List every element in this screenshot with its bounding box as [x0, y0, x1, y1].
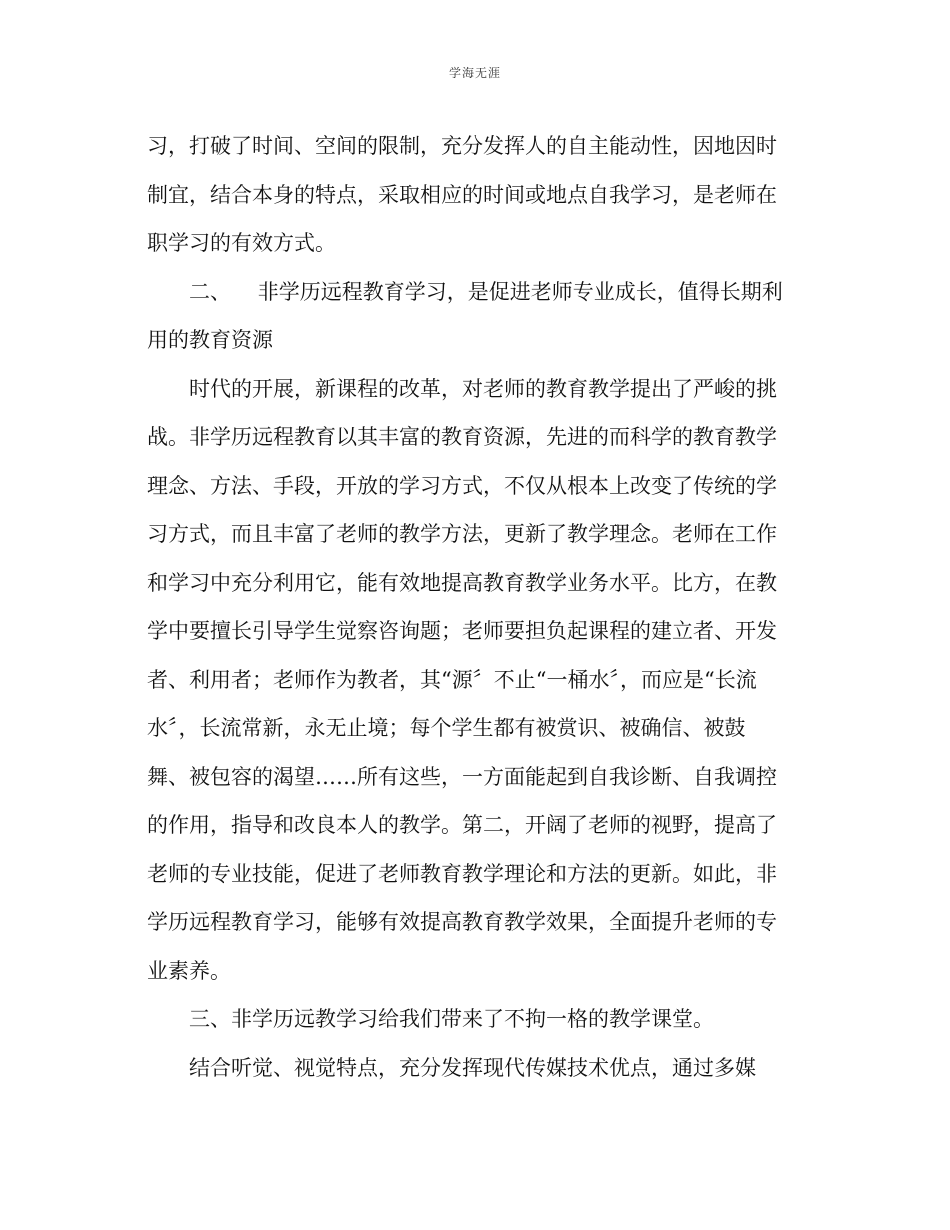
text-line: 舞、被包容的渴望……所有这些，一方面能起到自我诊断、自我调控	[147, 764, 777, 789]
text-line: 者、利用者；老师作为教者，其“源〞不止“一桶水〞，而应是“长流	[147, 667, 757, 692]
text-line: 学中要擅长引导学生觉察咨询题；老师要担负起课程的建立者、开发	[147, 619, 777, 643]
text-line: 习方式，而且丰富了老师的教学方法，更新了教学理念。老师在工作	[147, 522, 777, 546]
text-line: 学历远程教育学习，能够有效提高教育教学效果，全面提升老师的专	[147, 910, 777, 934]
text-line: 的作用，指导和改良本人的教学。第二，开阔了老师的视野，提高了	[147, 813, 777, 837]
text-line: 业素养。	[147, 958, 231, 983]
page-header: 学海无涯	[448, 66, 501, 80]
section-heading-2: 二、 非学历远程教育学习，是促进老师专业成长，值得长期利	[189, 279, 783, 304]
text-line: 职学习的有效方式。	[147, 231, 336, 255]
paragraph-start: 结合听觉、视觉特点，充分发挥现代传媒技术优点，通过多媒	[189, 1055, 756, 1080]
text-line: 制宜，结合本身的特点，采取相应的时间或地点自我学习，是老师在	[147, 182, 777, 207]
text-line: 和学习中充分利用它，能有效地提高教育教学业务水平。比方，在教	[147, 570, 777, 595]
section-heading-3: 三、非学历远教学习给我们带来了不拘一格的教学课堂。	[189, 1007, 714, 1031]
text-line: 用的教育资源	[147, 328, 273, 352]
paragraph-start: 时代的开展，新课程的改革，对老师的教育教学提出了严峻的挑	[189, 376, 777, 401]
text-line: 水〞，长流常新，永无止境；每个学生都有被赏识、被确信、被鼓	[147, 716, 746, 740]
text-line: 习，打破了时间、空间的限制，充分发挥人的自主能动性，因地因时	[147, 134, 777, 158]
text-line: 战。非学历远程教育以其丰富的教育资源，先进的而科学的教育教学	[147, 425, 777, 449]
document-body	[147, 122, 805, 1092]
text-line: 理念、方法、手段，开放的学习方式，不仅从根本上改变了传统的学	[147, 473, 777, 498]
text-line: 老师的专业技能，促进了老师教育教学理论和方法的更新。如此，非	[147, 861, 777, 886]
